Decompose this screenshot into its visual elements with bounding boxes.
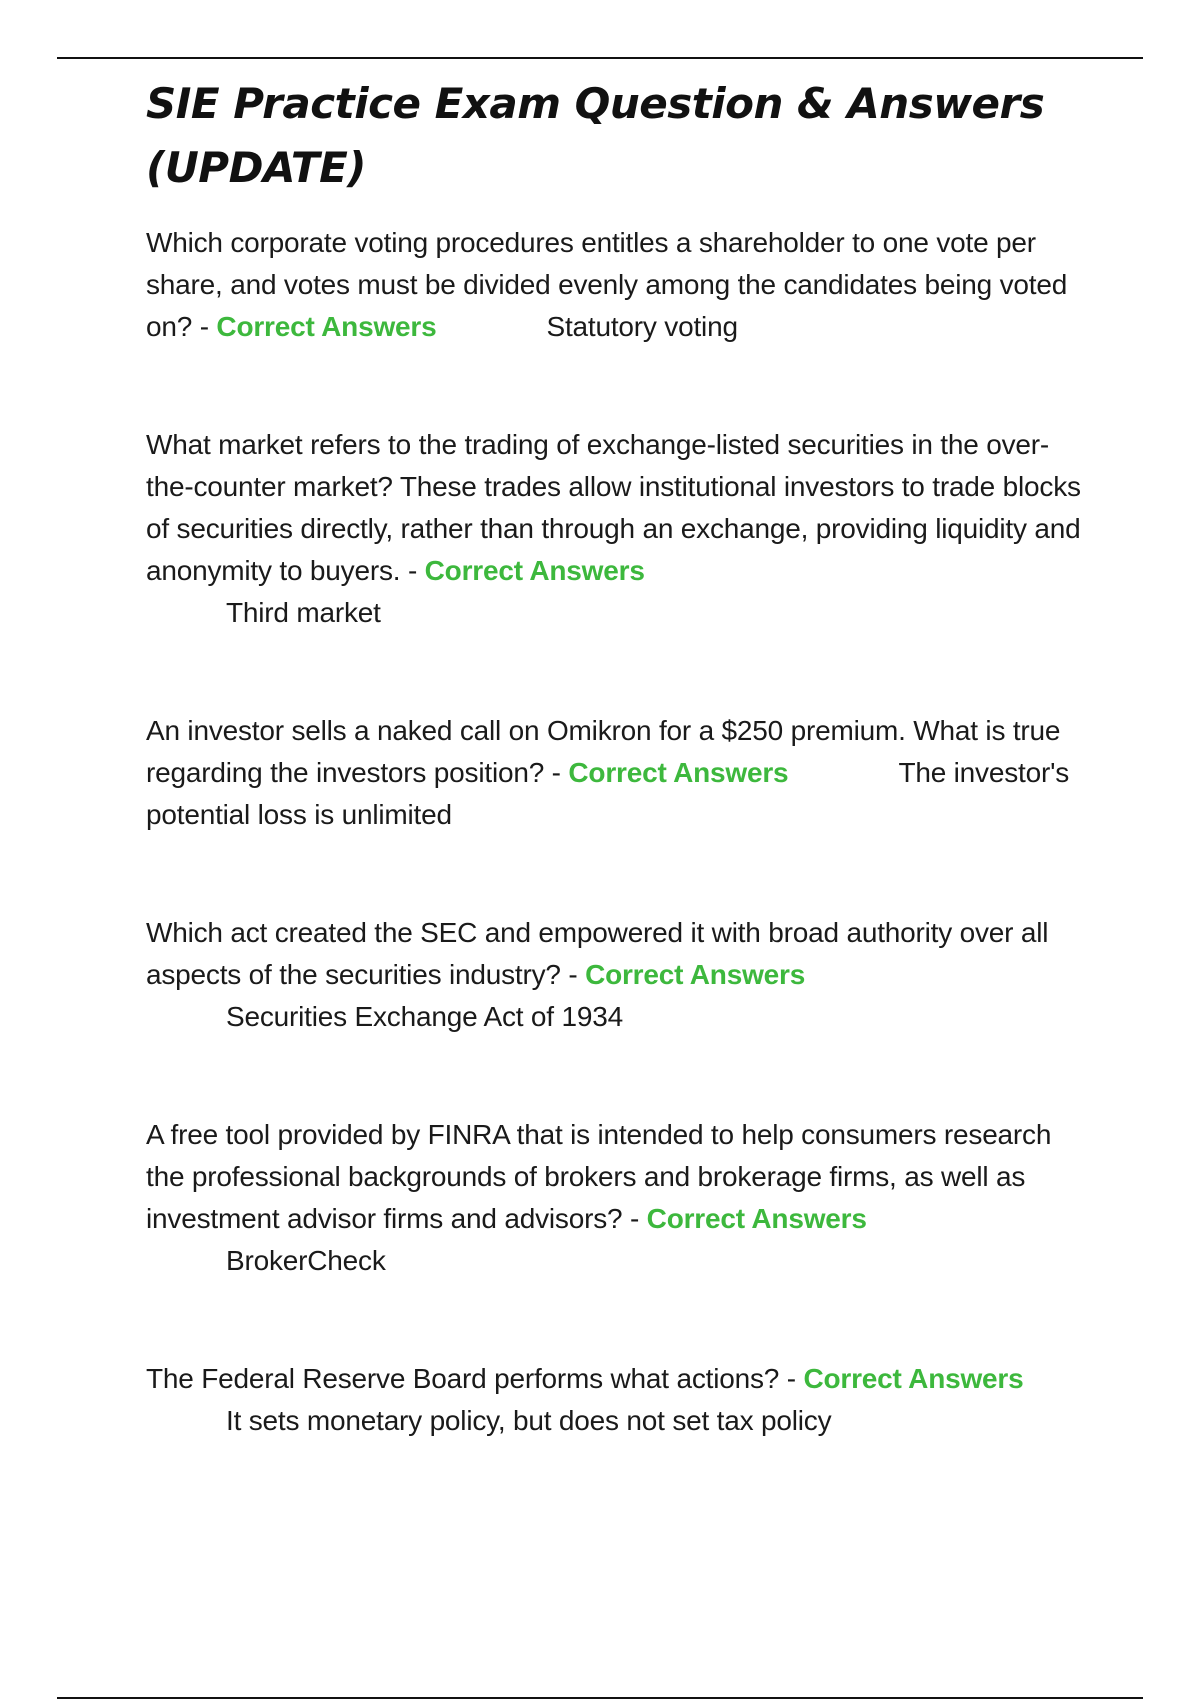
question-text: Which corporate voting procedures entitles a shareholder to one vote per share, and votes must be divided evenly among the candidates being voted on? [146,227,1068,342]
qa-item [146,222,1096,348]
separator: - [622,1203,647,1234]
correct-answers-label: Correct Answers [803,1363,1024,1394]
document-title: SIE Practice Exam Question & Answers (UPDATE) [146,79,1045,192]
separator: - [779,1363,804,1394]
question-text: An investor sells a naked call on Omikron for a $250 premium. What is true regarding the investors position? [146,715,1061,788]
answer-text: Statutory voting [546,311,738,342]
question-text: A free tool provided by FINRA that is intended to help consumers research the professional backgrounds of brokers and brokerage firms, as well as investment advisor firms and advisors? [146,1119,1052,1234]
document-page [146,72,1096,1518]
question-text: What market refers to the trading of exchange-listed securities in the over-the-counter market? These trades allow institutional investors to trade blocks of securities directly, rather than through an exchange, providing liquidity and anonymity to buyers. [146,429,1081,586]
separator: - [560,959,586,990]
correct-answers-label: Correct Answers [216,311,437,342]
question-text: The Federal Reserve Board performs what actions? [146,1363,780,1394]
correct-answers-label: Correct Answers [424,555,645,586]
separator: - [544,757,569,788]
question-text: Which act created the SEC and empowered it with broad authority over all aspects of the securities industry? [146,917,1049,990]
correct-answers-label: Correct Answers [568,757,789,788]
bottom-rule [57,1697,1143,1699]
qa-item [146,1358,1096,1442]
separator: - [192,311,217,342]
answer-text: Third market [226,597,381,628]
answer-text: BrokerCheck [226,1245,386,1276]
answer-text: It sets monetary policy, but does not set tax policy [226,1405,832,1436]
separator: - [400,555,425,586]
top-rule [57,57,1143,59]
qa-item [146,912,1096,1038]
correct-answers-label: Correct Answers [646,1203,867,1234]
answer-text: The investor's potential loss is unlimited [146,757,1070,830]
correct-answers-label: Correct Answers [585,959,806,990]
answer-text: Securities Exchange Act of 1934 [226,1001,623,1032]
qa-item [146,424,1096,634]
qa-item [146,710,1096,836]
qa-item [146,1114,1096,1282]
